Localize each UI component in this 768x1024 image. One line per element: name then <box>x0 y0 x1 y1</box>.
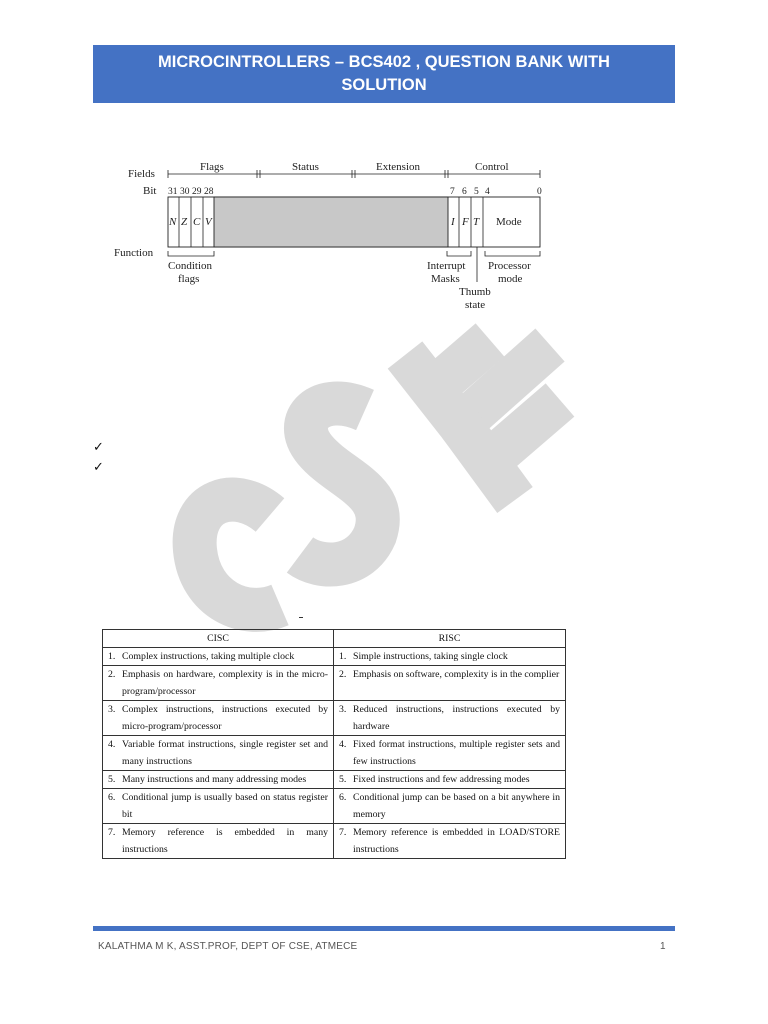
row-text: Conditional jump can be based on a bit anywhere in memory <box>353 792 560 820</box>
table-row <box>103 824 566 859</box>
check-icon: ✓ <box>93 460 104 475</box>
flag-z: Z <box>181 216 188 228</box>
row-text: Conditional jump is usually based on status register bit <box>122 792 328 820</box>
table-row <box>103 666 566 701</box>
table-row <box>103 648 566 666</box>
risc-cell <box>334 701 566 736</box>
field-flags: Flags <box>200 161 224 173</box>
risc-cell <box>334 736 566 771</box>
row-text: Complex instructions, instructions executed by micro-program/processor <box>122 704 328 732</box>
footer-author: KALATHMA M K, ASST.PROF, DEPT OF CSE, ATMECE <box>98 941 358 952</box>
row-text: Variable format instructions, single register set and many instructions <box>122 739 328 767</box>
row-number: 4. <box>339 739 347 750</box>
divider-dash <box>299 617 303 618</box>
cisc-risc-table <box>102 629 566 859</box>
row-number: 6. <box>339 792 347 803</box>
thumb-state-line2: state <box>465 299 486 311</box>
reserved-area <box>214 197 448 247</box>
table-header-row <box>103 630 566 648</box>
bit-0: 0 <box>537 187 542 197</box>
cisc-cell <box>103 701 334 736</box>
flag-n: N <box>169 216 177 228</box>
page-header <box>93 45 675 103</box>
row-number: 3. <box>339 704 347 715</box>
bit-30: 30 <box>180 187 190 197</box>
row-number: 5. <box>339 774 347 785</box>
field-control: Control <box>475 161 509 173</box>
row-text: Complex instructions, taking multiple clock <box>122 651 295 662</box>
table-row <box>103 789 566 824</box>
bit-4: 4 <box>485 187 490 197</box>
row-text: Emphasis on hardware, complexity is in the micro-program/processor <box>122 669 328 697</box>
row-number: 5. <box>108 774 116 785</box>
row-number: 6. <box>108 792 116 803</box>
row-text: Memory reference is embedded in LOAD/STORE instructions <box>353 827 560 855</box>
risc-cell <box>334 771 566 789</box>
thumb-state-line1: Thumb <box>459 286 491 298</box>
check-icon: ✓ <box>93 440 104 455</box>
row-text: Fixed format instructions, multiple register sets and few instructions <box>353 739 560 767</box>
page-title: MICROCINTROLLERS – BCS402 , QUESTION BANK WITH SOLUTION <box>158 53 610 94</box>
bit-5: 5 <box>474 187 479 197</box>
field-extension: Extension <box>376 161 420 173</box>
interrupt-masks-line2: Masks <box>431 273 460 285</box>
table-row <box>103 701 566 736</box>
condition-flags-line1: Condition <box>168 260 213 272</box>
cse-watermark <box>150 300 610 640</box>
mode-field: Mode <box>496 216 522 228</box>
cpsr-diagram <box>110 155 560 315</box>
bit-28: 28 <box>204 187 214 197</box>
row-text: Many instructions and many addressing modes <box>122 774 307 785</box>
bit-31: 31 <box>168 187 178 197</box>
flag-c: C <box>193 216 201 228</box>
risc-cell <box>334 666 566 701</box>
row-number: 7. <box>108 827 116 838</box>
table-row <box>103 771 566 789</box>
bit-7: 7 <box>450 187 455 197</box>
row-number: 2. <box>108 669 116 680</box>
condition-flags-line2: flags <box>178 273 200 285</box>
row-number: 7. <box>339 827 347 838</box>
header-cisc: CISC <box>103 630 334 648</box>
risc-cell <box>334 648 566 666</box>
header-risc: RISC <box>334 630 566 648</box>
checkmark-list <box>93 438 104 478</box>
bit-t: T <box>473 216 480 228</box>
cisc-cell <box>103 648 334 666</box>
flag-v: V <box>205 216 212 228</box>
interrupt-masks-line1: Interrupt <box>427 260 466 272</box>
row-text: Memory reference is embedded in many instructions <box>122 827 328 855</box>
bit-29: 29 <box>192 187 202 197</box>
cisc-cell <box>103 771 334 789</box>
risc-cell <box>334 789 566 824</box>
row-text: Simple instructions, taking single clock <box>353 651 508 662</box>
cisc-cell <box>103 666 334 701</box>
cisc-cell <box>103 736 334 771</box>
bit-i: I <box>451 216 455 228</box>
processor-mode-line2: mode <box>498 273 523 285</box>
processor-mode-line1: Processor <box>488 260 531 272</box>
row-text: Fixed instructions and few addressing modes <box>353 774 530 785</box>
field-status: Status <box>292 161 319 173</box>
row-number: 4. <box>108 739 116 750</box>
cisc-cell <box>103 824 334 859</box>
row-number: 2. <box>339 669 347 680</box>
table-row <box>103 736 566 771</box>
row-number: 3. <box>108 704 116 715</box>
bit-f: F <box>462 216 469 228</box>
row-number: 1. <box>108 651 116 662</box>
bit-label: Bit <box>143 185 157 197</box>
row-text: Emphasis on software, complexity is in the complier <box>353 669 560 680</box>
fields-label: Fields <box>128 168 155 180</box>
cisc-cell <box>103 789 334 824</box>
row-text: Reduced instructions, instructions executed by hardware <box>353 704 560 732</box>
risc-cell <box>334 824 566 859</box>
footer-bar <box>93 926 675 931</box>
function-label: Function <box>114 247 154 259</box>
bit-6: 6 <box>462 187 467 197</box>
row-number: 1. <box>339 651 347 662</box>
page-number: 1 <box>660 941 666 952</box>
